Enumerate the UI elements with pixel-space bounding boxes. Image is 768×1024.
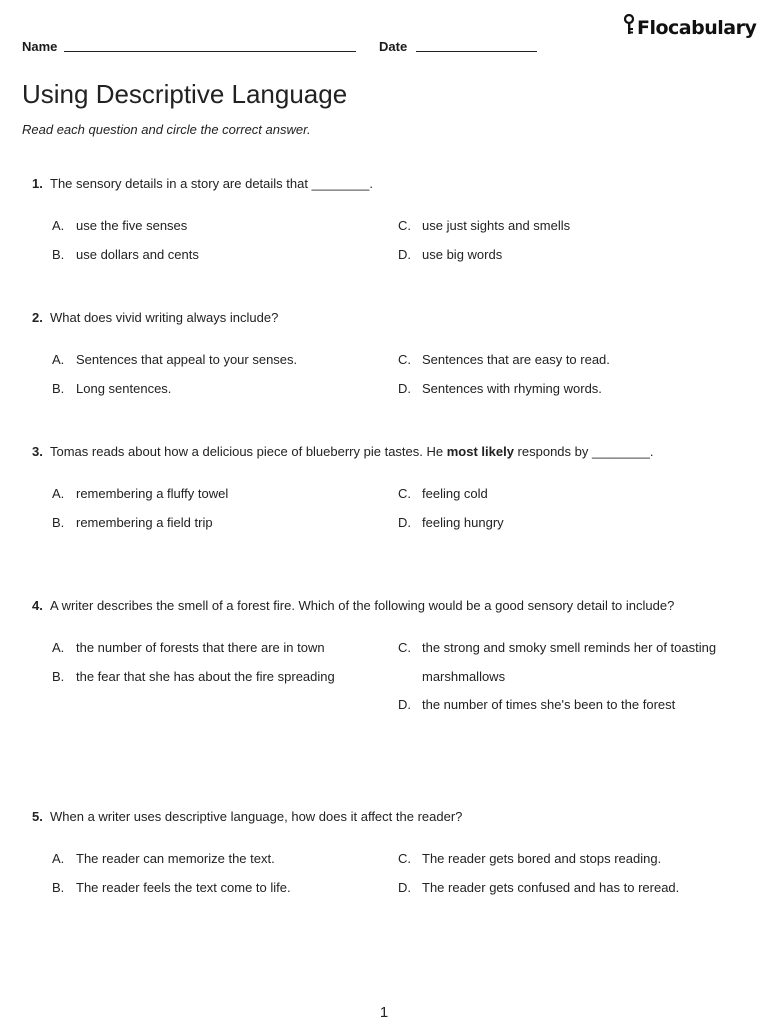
question-2 xyxy=(32,308,722,396)
choice-b[interactable] xyxy=(52,509,372,538)
choice-d[interactable] xyxy=(398,691,718,720)
question-stem xyxy=(32,442,722,462)
choice-letter: B. xyxy=(52,246,65,262)
choices-right-column xyxy=(398,845,718,902)
choice-text: the strong and smoky smell reminds her of toasting marshmallows xyxy=(422,640,717,684)
choice-text: the number of times she's been to the forest xyxy=(422,697,676,712)
choice-letter: C. xyxy=(398,486,411,501)
page-title: Using Descriptive Language xyxy=(22,79,348,109)
choice-letter: B. xyxy=(52,879,65,895)
question-stem xyxy=(32,174,722,194)
choice-letter: B. xyxy=(52,514,65,530)
name-label: Name xyxy=(22,39,58,54)
question-number: 2. xyxy=(32,310,43,325)
choice-d[interactable] xyxy=(398,375,718,404)
choice-letter: A. xyxy=(52,352,65,367)
choices-left-column xyxy=(52,845,372,902)
question-text: The sensory details in a story are details that ________. xyxy=(50,176,374,191)
question-text: What does vivid writing always include? xyxy=(50,310,279,325)
question-number: 5. xyxy=(32,809,43,824)
choices-left-column xyxy=(52,480,372,537)
flocabulary-logo xyxy=(622,14,756,41)
date-line[interactable] xyxy=(416,51,537,52)
choice-a[interactable] xyxy=(52,480,372,509)
choice-d[interactable] xyxy=(398,241,718,270)
question-3 xyxy=(32,442,722,530)
question-stem xyxy=(32,308,722,328)
choices-left-column xyxy=(52,634,372,691)
choice-letter: C. xyxy=(398,218,411,233)
question-text-start: Tomas reads about how a delicious piece of blueberry pie tastes. He xyxy=(50,444,447,459)
choice-c[interactable] xyxy=(398,212,718,241)
choice-a[interactable] xyxy=(52,845,372,874)
choice-text: use just sights and smells xyxy=(422,218,571,233)
header xyxy=(22,16,757,64)
choices-right-column xyxy=(398,480,718,537)
choice-text: remembering a field trip xyxy=(76,514,213,530)
choice-text: Sentences with rhyming words. xyxy=(422,380,602,396)
choice-d[interactable] xyxy=(398,509,718,538)
choice-b[interactable] xyxy=(52,663,372,692)
choice-letter: B. xyxy=(52,380,65,396)
choice-letter: A. xyxy=(52,218,65,233)
choice-letter: D. xyxy=(398,380,411,396)
choice-c[interactable] xyxy=(398,845,718,874)
question-emphasis: most likely xyxy=(446,444,514,459)
question-text-end: responds by ________. xyxy=(513,444,654,459)
choice-text: feeling hungry xyxy=(422,514,504,530)
choice-text: feeling cold xyxy=(422,486,488,501)
question-5 xyxy=(32,807,722,895)
logo-text: Flocabulary xyxy=(637,16,757,39)
choice-letter: C. xyxy=(398,640,411,655)
question-stem xyxy=(32,807,722,827)
choice-text: the fear that she has about the fire spreading xyxy=(76,668,335,684)
choice-letter: D. xyxy=(398,514,411,530)
key-icon xyxy=(622,14,636,41)
question-number: 4. xyxy=(32,598,43,613)
choice-letter: D. xyxy=(398,697,411,712)
choice-d[interactable] xyxy=(398,874,718,903)
choice-b[interactable] xyxy=(52,241,372,270)
choice-letter: C. xyxy=(398,352,411,367)
choice-text: use the five senses xyxy=(76,218,188,233)
question-number: 3. xyxy=(32,444,43,459)
question-text: When a writer uses descriptive language, how does it affect the reader? xyxy=(50,809,463,824)
choice-text: The reader can memorize the text. xyxy=(76,851,275,866)
question-text xyxy=(50,442,722,462)
question-stem xyxy=(32,596,722,616)
choice-a[interactable] xyxy=(52,634,372,663)
choices-right-column xyxy=(398,212,718,269)
choices-right-column xyxy=(398,346,718,403)
choice-text: The reader feels the text come to life. xyxy=(76,879,291,895)
choice-c[interactable] xyxy=(398,634,718,691)
choice-a[interactable] xyxy=(52,346,372,375)
key-icon-svg xyxy=(622,14,636,36)
choice-text: Long sentences. xyxy=(76,380,172,396)
choice-text: the number of forests that there are in town xyxy=(76,640,325,655)
question-1 xyxy=(32,174,722,262)
page-number: 1 xyxy=(379,1004,389,1021)
question-text: A writer describes the smell of a forest fire. Which of the following would be a good sensory detail to include? xyxy=(50,598,675,613)
instructions: Read each question and circle the correct answer. xyxy=(22,122,311,137)
choices-left-column xyxy=(52,346,372,403)
date-label: Date xyxy=(379,39,408,54)
choice-text: The reader gets confused and has to reread. xyxy=(422,879,680,895)
choice-letter: A. xyxy=(52,486,65,501)
choice-b[interactable] xyxy=(52,874,372,903)
choice-letter: D. xyxy=(398,879,411,895)
choice-a[interactable] xyxy=(52,212,372,241)
choice-c[interactable] xyxy=(398,480,718,509)
choice-letter: D. xyxy=(398,246,411,262)
choice-letter: B. xyxy=(52,668,65,684)
choice-c[interactable] xyxy=(398,346,718,375)
choices-right-column xyxy=(398,634,718,720)
choice-text: Sentences that appeal to your senses. xyxy=(76,352,298,367)
question-number: 1. xyxy=(32,176,43,191)
name-line[interactable] xyxy=(64,51,356,52)
choice-letter: A. xyxy=(52,640,65,655)
choice-text: Sentences that are easy to read. xyxy=(422,352,610,367)
choices-left-column xyxy=(52,212,372,269)
choice-text: use dollars and cents xyxy=(76,246,199,262)
choice-text: remembering a fluffy towel xyxy=(76,486,229,501)
choice-text: The reader gets bored and stops reading. xyxy=(422,851,662,866)
choice-letter: A. xyxy=(52,851,65,866)
choice-b[interactable] xyxy=(52,375,372,404)
choice-text: use big words xyxy=(422,246,503,262)
choice-letter: C. xyxy=(398,851,411,866)
question-4 xyxy=(32,596,722,712)
